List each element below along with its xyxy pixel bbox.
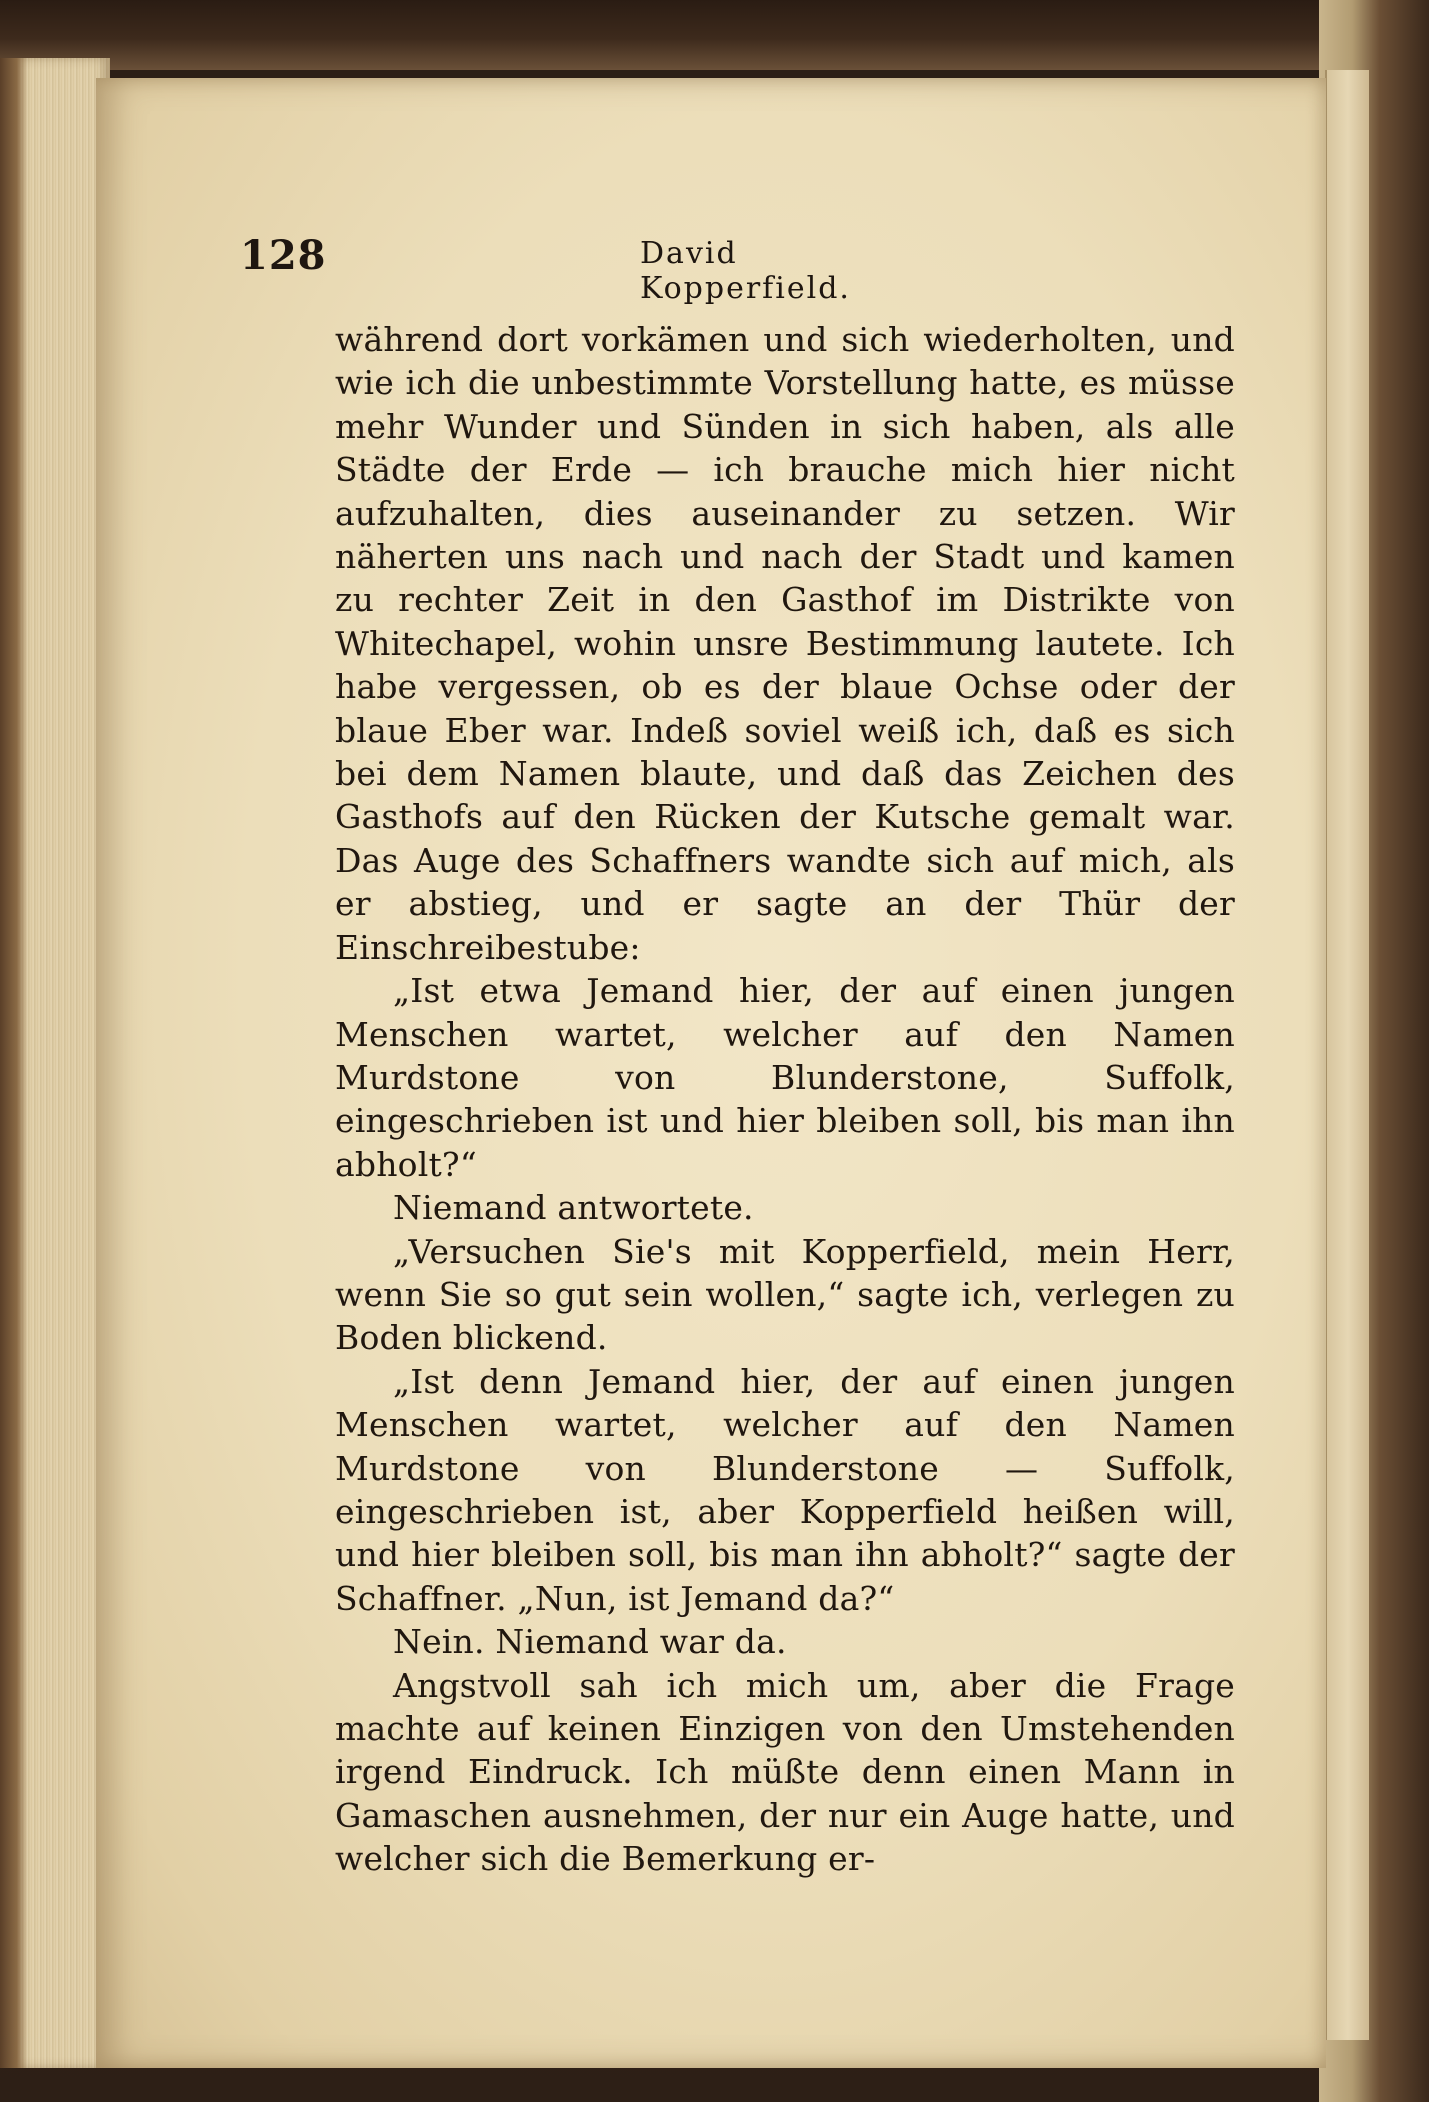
page-header (240, 232, 920, 306)
page-number: 128 (240, 232, 327, 279)
paragraph-1: während dort vorkämen und sich wiederholten, und wie ich die unbestimmte Vorstellung hatte, es müsse mehr Wunder und Sünden in sich haben, als alle Städte der Erde — ich brauche mich hier nicht aufzuhalten, dies auseinander zu setzen. Wir näherten uns nach und nach der Stadt und kamen zu rechter Zeit in den Gasthof im Distrikte von Whitechapel, wohin unsre Bestimmung lautete. Ich habe vergessen, ob es der blaue Ochse oder der blaue Eber war. Indeß soviel weiß ich, daß es sich bei dem Namen blaute, und daß das Zeichen des Gasthofs auf den Rücken der Kutsche gemalt war. Das Auge des Schaffners wandte sich auf mich, als er abstieg, und er sagte an der Thür der Einschreibestube: (335, 320, 1235, 967)
paragraph-6: Nein. Niemand war da. (393, 1622, 787, 1662)
book-cover-top (0, 0, 1429, 70)
body-text (335, 318, 1235, 1881)
paragraph-7: Angstvoll sah ich mich um, aber die Frage machte auf keinen Einzigen von den Umstehenden irgend Eindruck. Ich müßte denn einen Mann in Gamaschen ausnehmen, der nur ein Auge hatte, und welcher sich die Bemerkung er- (335, 1665, 1235, 1879)
page-stack-edges (0, 58, 110, 2068)
paragraph-3: Niemand antwortete. (393, 1188, 754, 1228)
facing-page-edge (1325, 70, 1369, 2040)
paragraph-5: „Ist denn Jemand hier, der auf einen jungen Menschen wartet, welcher auf den Namen Murdstone von Blunderstone — Suffolk, eingeschrieben ist, aber Kopperfield heißen will, und hier bleiben soll, bis man ihn abholt?“ sagte der Schaffner. „Nun, ist Jemand da?“ (335, 1361, 1235, 1618)
running-title: David Kopperfield. (640, 236, 851, 306)
paragraph-2: „Ist etwa Jemand hier, der auf einen jungen Menschen wartet, welcher auf den Namen Murdstone von Blunderstone, Suffolk, eingeschrieben ist und hier bleiben soll, bis man ihn abholt?“ (335, 971, 1235, 1184)
paragraph-4: „Versuchen Sie's mit Kopperfield, mein Herr, wenn Sie so gut sein wollen,“ sagte ich, verlegen zu Boden blickend. (335, 1231, 1235, 1358)
